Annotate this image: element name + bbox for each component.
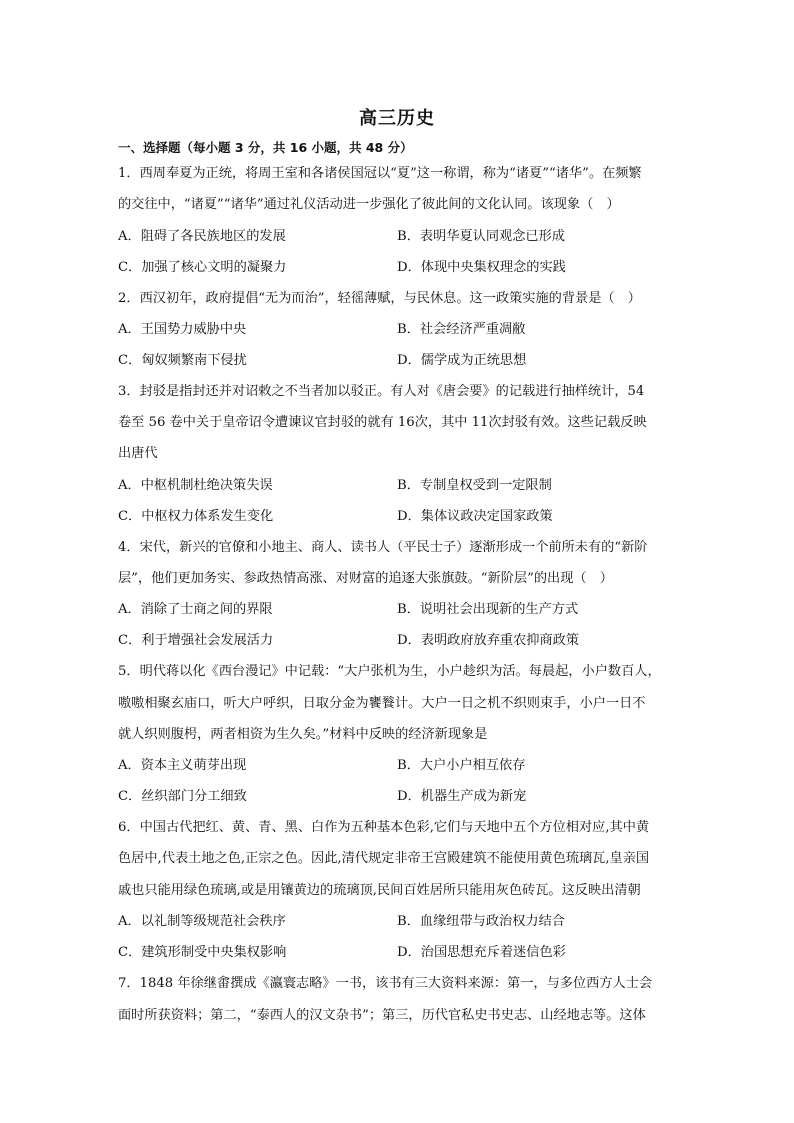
q3-line-3: 出唐代 [118, 446, 158, 461]
q6-option-d[interactable]: D．治国思想充斥着迷信色彩 [397, 945, 566, 960]
q2-option-d[interactable]: D．儒学成为正统思想 [397, 353, 527, 368]
q6-line-1: 6．中国古代把红、黄、青、黑、白作为五种基本色彩,它们与天地中五个方位相对应,其中黄 [118, 820, 650, 835]
q2-option-c[interactable]: C．匈奴频繁南下侵扰 [118, 353, 247, 368]
q3-option-b[interactable]: B．专制皇权受到一定限制 [397, 478, 552, 493]
q3-line-2: 卷至 56 卷中关于皇帝诏令遭谏议官封驳的就有 16次，其中 11次封驳有效。这些记载反映 [118, 415, 647, 430]
q3-option-d[interactable]: D．集体议政决定国家政策 [397, 509, 553, 524]
q7-line-2: 面时所获资料；第二，“泰西人的汉文杂书”；第三，历代官私史书史志、山经地志等。这体 [118, 1008, 646, 1023]
q5-line-1: 5．明代蒋以化《西台漫记》中记载：“大户张机为生，小户趁织为活。每晨起，小户数百人， [118, 664, 661, 679]
q6-line-3: 戚也只能用绿色琉璃,或是用镶黄边的琉璃顶,民间百姓居所只能用灰色砖瓦。这反映出清朝 [118, 883, 641, 898]
q6-option-c[interactable]: C．建筑形制受中央集权影响 [118, 945, 287, 960]
q7-line-1: 7．1848 年徐继畬撰成《瀛寰志略》一书，该书有三大资料来源：第一，与多位西方人士会 [118, 976, 653, 991]
q5-line-3: 就人织则腹枵，两者相资为生久矣。”材料中反映的经济新现象是 [118, 727, 488, 742]
q4-line-2: 层”，他们更加务实、参政热情高涨、对财富的追逐大张旗鼓。“新阶层”的出现（ ） [118, 571, 613, 586]
q2-line-1: 2．西汉初年，政府提倡“无为而治”，轻徭薄赋，与民休息。这一政策实施的背景是（ ） [118, 291, 641, 306]
q5-option-b[interactable]: B．大户小户相互依存 [397, 758, 526, 773]
q4-option-b[interactable]: B．说明社会出现新的生产方式 [397, 602, 579, 617]
q6-option-b[interactable]: B．血缘纽带与政治权力结合 [397, 914, 565, 929]
q6-line-2: 色居中,代表土地之色,正宗之色。因此,清代规定非帝王宫殿建筑不能使用黄色琉璃瓦,皇亲国 [118, 851, 650, 866]
q4-option-d[interactable]: D．表明政府放弃重农抑商政策 [397, 633, 580, 648]
section-heading: 一、选择题（每小题 3 分，共 16 小题，共 48 分） [118, 140, 413, 155]
q6-option-a[interactable]: A．以礼制等级规范社会秩序 [118, 914, 286, 929]
q5-option-d[interactable]: D．机器生产成为新宠 [397, 789, 527, 804]
q1-option-b[interactable]: B．表明华夏认同观念已形成 [397, 229, 565, 244]
q2-option-a[interactable]: A．王国势力威胁中央 [118, 322, 247, 337]
q1-option-c[interactable]: C．加强了核心文明的凝聚力 [118, 260, 287, 275]
q3-option-c[interactable]: C．中枢权力体系发生变化 [118, 509, 274, 524]
q4-line-1: 4．宋代，新兴的官僚和小地主、商人、读书人（平民士子）逐渐形成一个前所未有的“新阶 [118, 540, 648, 555]
exam-title: 高三历史 [359, 108, 435, 129]
q4-option-c[interactable]: C．利于增强社会发展活力 [118, 633, 274, 648]
q5-line-2: 嗷嗷相聚玄庙口，听大户呼织，日取分金为饔餮计。大户一日之机不织则束手，小户一日不 [118, 696, 646, 711]
q2-option-b[interactable]: B．社会经济严重凋敝 [397, 322, 526, 337]
q1-option-d[interactable]: D．体现中央集权理念的实践 [397, 260, 566, 275]
q4-option-a[interactable]: A．消除了士商之间的界限 [118, 602, 273, 617]
q1-option-a[interactable]: A．阻碍了各民族地区的发展 [118, 229, 286, 244]
q3-line-1: 3．封驳是指封还并对诏敕之不当者加以驳正。有人对《唐会要》的记载进行抽样统计，54 [118, 384, 645, 399]
q1-line-1: 1．西周奉夏为正统，将周王室和各诸侯国冠以“夏”这一称谓，称为“诸夏”“诸华”。在频繁 [118, 166, 642, 181]
q1-line-2: 的交往中，“诸夏”“诸华”通过礼仪活动进一步强化了彼此间的文化认同。该现象（ ） [118, 197, 620, 212]
q3-option-a[interactable]: A．中枢机制杜绝决策失误 [118, 478, 273, 493]
q5-option-c[interactable]: C．丝织部门分工细致 [118, 789, 247, 804]
q5-option-a[interactable]: A．资本主义萌芽出现 [118, 758, 247, 773]
